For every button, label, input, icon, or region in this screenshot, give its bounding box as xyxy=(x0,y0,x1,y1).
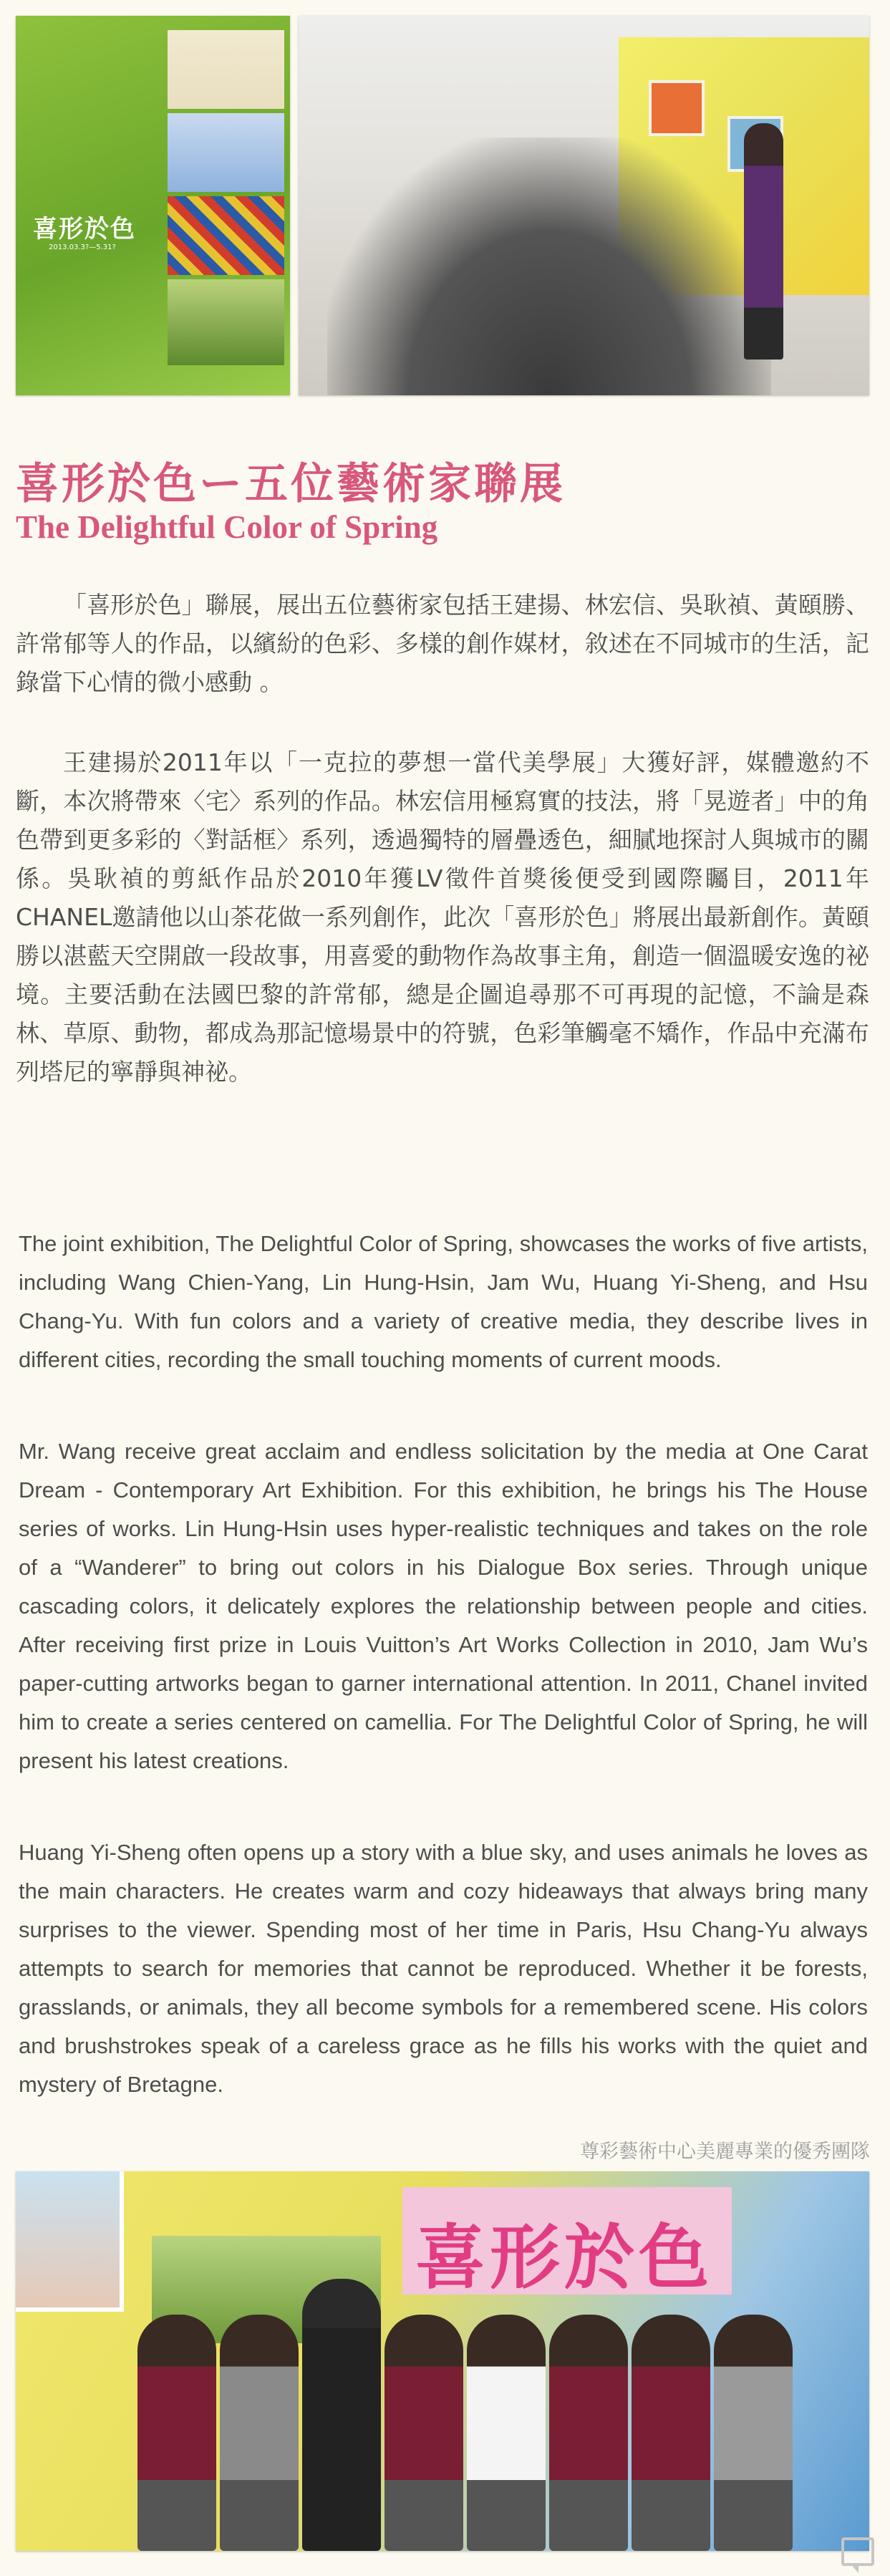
exhibition-banner-text: 喜形於色 xyxy=(415,2216,714,2299)
chinese-paragraph: 王建揚於2011年以「一克拉的夢想一當代美學展」大獲好評，媒體邀約不斷，本次將帶來〈宅〉系列的作品。林宏信用極寫實的技法，將「晃遊者」中的角色帶到更多彩的〈對話框〉系列，透過獨特的層疊透色，細膩地探討人與城市的關係。吳耿禎的剪紙作品於2010年獲LV徵件首獎後便受到國際矚目，2011年CHANEL邀請他以山茶花做一系列創作，此次「喜形於色」將展出最新創作。黃頤勝以湛藍天空開啟一段故事，用喜愛的動物作為故事主角，創造一個溫暖安逸的祕境。主要活動在法國巴黎的許常郁，總是企圖追尋那不可再現的記憶，不論是森林、草原、動物，都成為那記憶場景中的符號，色彩筆觸毫不矯作，作品中充滿布列塔尼的寧靜與神祕。 xyxy=(16,748,869,1086)
wall-artwork xyxy=(16,2171,124,2312)
page-title-english: The Delightful Color of Spring xyxy=(16,509,438,545)
speech-bubble-icon xyxy=(841,2537,874,2566)
top-photo-row xyxy=(16,16,869,395)
exhibition-poster-image xyxy=(16,16,290,395)
staff-member xyxy=(302,2279,381,2551)
guide-figure xyxy=(744,123,783,360)
staff-member xyxy=(220,2315,299,2551)
english-paragraph: Mr. Wang receive great acclaim and endless solicitation by the media at One Carat Dream - Contemporary Art Exhibition. For this exhibition, he brings his The House series of works. Lin Hung-Hsin uses hyper-realistic techniques and takes on the role of a “Wanderer” to bring out colors in his Dialogue Box series. Through unique cascading colors, it delicately explores the relationship between people and cities. After receiving first prize in Louis Vuitton’s Art Works Collection in 2010, Jam Wu’s paper-cutting artworks began to garner international attention. In 2011, Chanel invited him to create a series centered on camellia. For The Delightful Color of Spring, he will present his latest creations. xyxy=(19,1439,868,1773)
team-photo-caption: 尊彩藝術中心美麗專業的優秀團隊 xyxy=(580,2141,870,2163)
staff-member xyxy=(549,2315,628,2551)
gallery-crowd-photo xyxy=(299,16,869,395)
page-title-chinese: 喜形於色ー五位藝術家聯展 xyxy=(16,459,566,509)
staff-member xyxy=(384,2315,463,2551)
wall-painting xyxy=(649,80,705,136)
poster-artwork-zebra xyxy=(168,30,284,109)
poster-artwork-pattern xyxy=(168,196,284,275)
english-paragraph: Huang Yi-Sheng often opens up a story with a blue sky, and uses animals he loves as the main characters. He creates warm and cozy hideaways that always bring many surprises to the viewer. Spending most of her time in Paris, Hsu Chang-Yu always attempts to search for memories that cannot be reproduced. Whether it be forests, grasslands, or animals, they all become symbols for a remembered scene. His colors and brushstrokes speak of a careless grace as he fills his works with the quiet and mystery of Bretagne. xyxy=(19,1840,868,2097)
poster-title: 喜形於色 xyxy=(33,215,136,243)
chinese-paragraph: 「喜形於色」聯展，展出五位藝術家包括王建揚、林宏信、吳耿禎、黃頤勝、許常郁等人的作品，以繽紛的色彩、多樣的創作媒材，敘述在不同城市的生活，記錄當下心情的微小感動 。 xyxy=(16,591,869,696)
staff-member xyxy=(467,2315,546,2551)
poster-date: 2013.03.3?—5.31? xyxy=(49,243,116,251)
poster-artwork-sky xyxy=(168,113,284,192)
visitor-group xyxy=(327,138,771,395)
staff-member xyxy=(632,2315,710,2551)
english-paragraph: The joint exhibition, The Delightful Color of Spring, showcases the works of five artists, including Wang Chien-Yang, Lin Hung-Hsin, Jam Wu, Huang Yi-Sheng, and Hsu Chang-Yu. With fun colors and a variety of creative media, they describe lives in different cities, recording the small touching moments of current moods. xyxy=(19,1231,868,1372)
staff-member xyxy=(714,2315,793,2551)
exhibition-banner xyxy=(402,2187,732,2299)
staff-member xyxy=(137,2315,216,2551)
poster-artwork-landscape xyxy=(168,279,284,365)
team-photo xyxy=(16,2171,869,2551)
